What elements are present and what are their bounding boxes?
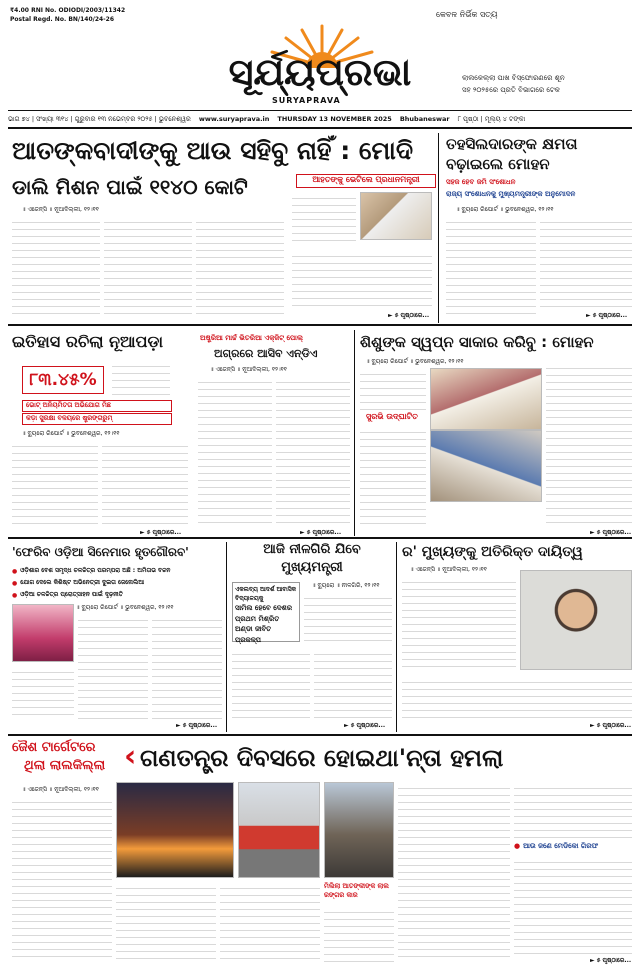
- s9-col-6: [514, 782, 632, 838]
- s6-photo: [12, 604, 74, 662]
- s7-continued[interactable]: ► ୫ ପୃଷ୍ଠାରେ...: [344, 722, 386, 729]
- red-dot-icon: ●: [12, 579, 18, 587]
- s6-headline: 'ଫେରିବ ଓଡ଼ିଆ ସିନେମାର ହୃତଗୌରବ': [12, 545, 189, 559]
- s1-col-3: [196, 216, 284, 318]
- s7-col-top: [304, 592, 392, 646]
- s3-col-top: [112, 360, 170, 398]
- s3-col-1: [12, 440, 98, 528]
- s1-col-2: [104, 216, 192, 318]
- s1-dateline: ॥ ଏଜେନ୍ସି ॥ ନୂଆଦିଲ୍ଲୀ, ୧୨।୧୧: [22, 206, 99, 213]
- s9-col-7: [514, 856, 632, 956]
- s9-side-label-row: [514, 842, 632, 854]
- s3-continued[interactable]: ► ୫ ପୃଷ୍ଠାରେ...: [140, 529, 182, 536]
- s5-photo: [430, 368, 542, 430]
- divider-v4: [396, 542, 397, 732]
- s7-headline-1: ଆଜି ନୀଳଗିରି ଯିବେ: [263, 542, 361, 557]
- s6-bullet-2: ଯୋଗ ଦେଲେ କିଶିଷ୍ଟ ଅଭିନେତ୍ରୀ ଦୁଇତା ଜେନୋଲିଆ: [20, 579, 144, 586]
- price-rni: ₹4.00 RNI No. ODIODI/2003/11342: [10, 7, 126, 14]
- s7-col-1: [232, 648, 310, 720]
- s8-continued[interactable]: ► ୫ ପୃଷ୍ଠାରେ...: [590, 722, 632, 729]
- s9-col-4: [324, 906, 394, 962]
- date-en: THURSDAY 13 NOVEMBER 2025: [277, 115, 392, 123]
- s2-dateline: ॥ ବ୍ୟୁରୋ ରିପୋର୍ଟ ॥ ଭୁବନେଶ୍ୱର, ୧୨।୧୧: [456, 206, 554, 213]
- s9-col-3: [220, 882, 320, 962]
- s8-dateline: ॥ ଏଜେନ୍ସି ॥ ନୂଆଦିଲ୍ଲୀ, ୧୨।୧୧: [410, 566, 487, 573]
- s6-dateline: ॥ ବ୍ୟୁରୋ ରିପୋର୍ଟ ॥ ଭୁବନେଶ୍ୱର, ୧୨।୧୧: [76, 604, 174, 611]
- s1-headline: ଆତଙ୍କବାଦୀଙ୍କୁ ଆଉ ସହିବୁ ନାହିଁ : ମୋଦି: [12, 136, 414, 165]
- dateline-bar: [8, 112, 632, 126]
- s9-photo-street: [324, 782, 394, 878]
- s9-col-2: [116, 882, 216, 962]
- section-rule-1: [8, 324, 632, 326]
- s4-col-2: [276, 376, 350, 528]
- website-link[interactable]: www.suryaprava.in: [198, 115, 270, 123]
- s9-photo-car: [238, 782, 320, 878]
- red-dot-icon: ●: [12, 591, 18, 599]
- divider-v3: [226, 542, 227, 732]
- s3-dateline: ॥ ବ୍ୟୁରୋ ରିପୋର୍ଟ ॥ ଭୁବନେଶ୍ୱର, ୧୨।୧୧: [22, 430, 120, 437]
- s5-dateline: ॥ ବ୍ୟୁରୋ ରିପୋର୍ଟ ॥ ଭୁବନେଶ୍ୱର, ୧୨।୧୧: [366, 358, 464, 365]
- s1-col-1: [12, 216, 100, 318]
- masthead-title: ସୂର୍ଯ୍ୟପ୍ରଭା: [228, 49, 412, 94]
- divider-v2: [354, 330, 355, 536]
- tagline: କେବଳ ନିର୍ଭିକ ସତ୍ୟ: [436, 10, 498, 19]
- s6-bullet-3: ଓଡ଼ିଆ ଚଳଚ୍ଚିତ୍ର ପ୍ରୋତ୍ସାହନ ପାଇଁ ଦୃଢ଼ନୀତି: [20, 591, 123, 598]
- section-rule-3: [8, 734, 632, 736]
- s2-col-2: [540, 216, 632, 312]
- s2-col-1: [446, 216, 536, 318]
- s4-headline-1: ଅଷ୍ଟ୍ରିଆ ମାର୍ଚ୍ଚ ଭିତରିଆ ଏକ୍ଜିଟ୍ ପୋଲ୍: [200, 334, 303, 342]
- s6-bullet-2-row: [12, 578, 222, 588]
- s5-continued[interactable]: ► ୫ ପୃଷ୍ଠାରେ...: [590, 529, 632, 536]
- divider-v1: [438, 133, 439, 323]
- section-rule-2: [8, 537, 632, 539]
- s9-col-1: [12, 796, 112, 962]
- s9-dateline: ॥ ଏଜେନ୍ସି ॥ ନୂଆଦିଲ୍ଲୀ, ୧୨।୧୧: [22, 786, 99, 793]
- s8-portrait: [520, 570, 632, 670]
- s4-continued[interactable]: ► ୫ ପୃଷ୍ଠାରେ...: [300, 529, 342, 536]
- s1-col-4: [292, 250, 432, 312]
- s3-headline: ଇତିହାସ ରଚିଲା ନୂଆପଡ଼ା: [12, 332, 163, 351]
- s9-headline: ଗଣତନ୍ତ୍ର ଦିବସରେ ହୋଇଥା'ନ୍ତା ହମଲା: [140, 744, 504, 772]
- s6-continued[interactable]: ► ୫ ପୃଷ୍ଠାରେ...: [176, 722, 218, 729]
- red-dot-icon: ●: [12, 567, 18, 575]
- s2-continued[interactable]: ► ୫ ପୃଷ୍ଠାରେ...: [586, 312, 628, 319]
- s9-side-label: ଆଉ ଜଣେ ମେଡିକୋ ଗିରଫ: [523, 842, 599, 850]
- chevron-left-icon: ‹: [124, 739, 137, 774]
- red-dot-icon: ●: [514, 842, 521, 850]
- s5-headline: ଶିଶୁଙ୍କ ସ୍ୱପ୍ନ ସାକାର କରିବୁ : ମୋହନ: [360, 333, 594, 351]
- s6-bullet-3-row: [12, 590, 222, 600]
- vol-issue: ଭାଗ ୭୪ | ସଂଖ୍ୟା ୩୧୪ | ଗୁରୁବାର ୧୩ ନଭେମ୍ବର ୨୦୨୫ | ଭୁବନେଶ୍ୱର: [8, 114, 191, 123]
- top-rule: [8, 110, 632, 111]
- s4-headline-2: ଅଗ୍ରରେ ଆସିବ ଏନ୍‌ଡିଏ: [214, 347, 318, 360]
- s8-headline: ର' ମୁଖ୍ୟଙ୍କୁ ଅତିରିକ୍ତ ଦାୟିତ୍ୱ: [402, 544, 583, 560]
- s4-col-1: [198, 376, 272, 528]
- s5-col-2: [546, 362, 632, 528]
- s7-headline-2: ମୁଖ୍ୟମନ୍ତ୍ରୀ: [281, 560, 343, 575]
- postal-reg: Postal Regd. No. BN/140/24-26: [10, 16, 115, 23]
- s1-continued[interactable]: ► ୫ ପୃଷ୍ଠାରେ...: [388, 312, 430, 319]
- s9-continued[interactable]: ► ୫ ପୃଷ୍ଠାରେ...: [590, 957, 632, 964]
- s9-photo-fire: [116, 782, 234, 878]
- s9-kicker-1: ଜୈଶ ଟାର୍ଗେଟରେ: [12, 740, 96, 755]
- s5-photo-2: [430, 430, 542, 502]
- s9-caption: ମିଲିଲା ଆତଙ୍କୀଙ୍କ ଲାଲ ରଙ୍ଗର କାର: [324, 882, 389, 900]
- s8-col-2: [402, 676, 632, 720]
- s2-headline: ତହସିଲଦାରଙ୍କ କ୍ଷମତା ବଢ଼ାଇଲେ ମୋହନ: [446, 135, 578, 173]
- s6-bullet-1: ଓଡ଼ିଶାର ବେଶ ସମୃଦ୍ଧ ଚଳଚ୍ଚିତ୍ର ପରମ୍ପରା ଅଛି : ଅମିତାଭ ବଚ୍ଚନ: [20, 567, 171, 574]
- s1-side-col: [292, 192, 356, 246]
- s8-col-1: [402, 576, 516, 672]
- s7-box: [232, 582, 300, 642]
- s2-subhead-2: ରାଜ୍ୟ ସଂଶୋଧନକୁ ମୁଖ୍ୟମନ୍ତ୍ରୀଙ୍କ ଅନୁମୋଦନ: [446, 190, 576, 198]
- s7-box-1: ଏକଲବ୍ୟ ଆଦର୍ଶ ଆବାସିକ ବିଦ୍ୟାଳୟକୁ: [235, 586, 297, 602]
- s2-subhead: ସହଜ ହେବ ଜମି ସଂଶୋଧନ: [446, 178, 516, 186]
- s3-col-2: [102, 440, 188, 528]
- s3-sub-2: କଡ଼ା ସୁରକ୍ଷା ବଳୟରେ ଷ୍ଟ୍ରଙ୍ଗରୁମ୍: [22, 413, 172, 425]
- s5-col-1: [360, 426, 426, 528]
- s6-col-2: [152, 614, 222, 720]
- city: Bhubaneswar: [399, 115, 450, 123]
- s6-col-3: [12, 666, 74, 720]
- s7-col-2: [314, 648, 392, 720]
- s9-kicker-2: ଥିଲା ଲାଲକିଲ୍ଲା: [24, 758, 106, 773]
- s7-dateline: ॥ ବ୍ୟୁରୋ ॥ ନୀଳଗିରି, ୧୨।୧୧: [312, 582, 380, 589]
- s1-side-label: ଆହତଙ୍କୁ ଭେଟିଲେ ପ୍ରଧାନମନ୍ତ୍ରୀ: [296, 174, 436, 188]
- s7-box-2: ସାମିଲ ହେବେ ଦେଶର ପ୍ରଥମ ମିଶ୍ରିତ ଅଣ୍ଡା ଜୀବିତ ପ୍ରକଳ୍ପ: [235, 604, 293, 644]
- s3-percent: ୮୩.୪୫%: [22, 366, 104, 394]
- s1-photo: [360, 192, 432, 240]
- masthead-title-en: SURYAPRAVA: [272, 96, 341, 105]
- s9-col-5: [398, 782, 510, 962]
- side-note-2: ସହ ୨୦୨୫ରେ ପ୍ରତି ବିଭାଗରେ ଟେକ: [462, 86, 560, 94]
- s6-col-1: [78, 614, 148, 720]
- s3-sub-1: ଭୋଟ୍ ଅନିୟମିତତା ଅଭିଯୋଗ ମିଛ: [22, 400, 172, 412]
- header-rule: [8, 127, 632, 129]
- s5-caption: ସୁରଭି ଉଦ୍‌ଘାଟିତ: [366, 412, 418, 421]
- pages-price: ୮ ପୃଷ୍ଠା | ମୂଲ୍ୟ ୪ ଟଙ୍କା: [457, 114, 526, 123]
- s6-bullet-1-row: [12, 566, 222, 576]
- side-note-1: ଲାଲକେଲ୍ଲା ପାଖ ବିସ୍ଫୋରଣରେ ଶୂନ: [462, 74, 565, 82]
- s4-dateline: ॥ ଏଜେନ୍ସି ॥ ନୂଆଦିଲ୍ଲୀ, ୧୨।୧୧: [210, 366, 287, 373]
- s1-subhead: ଡାଲି ମିଶନ ପାଇଁ ୧୧୪୦ କୋଟି: [12, 175, 248, 199]
- s5-col-intro: [360, 368, 426, 410]
